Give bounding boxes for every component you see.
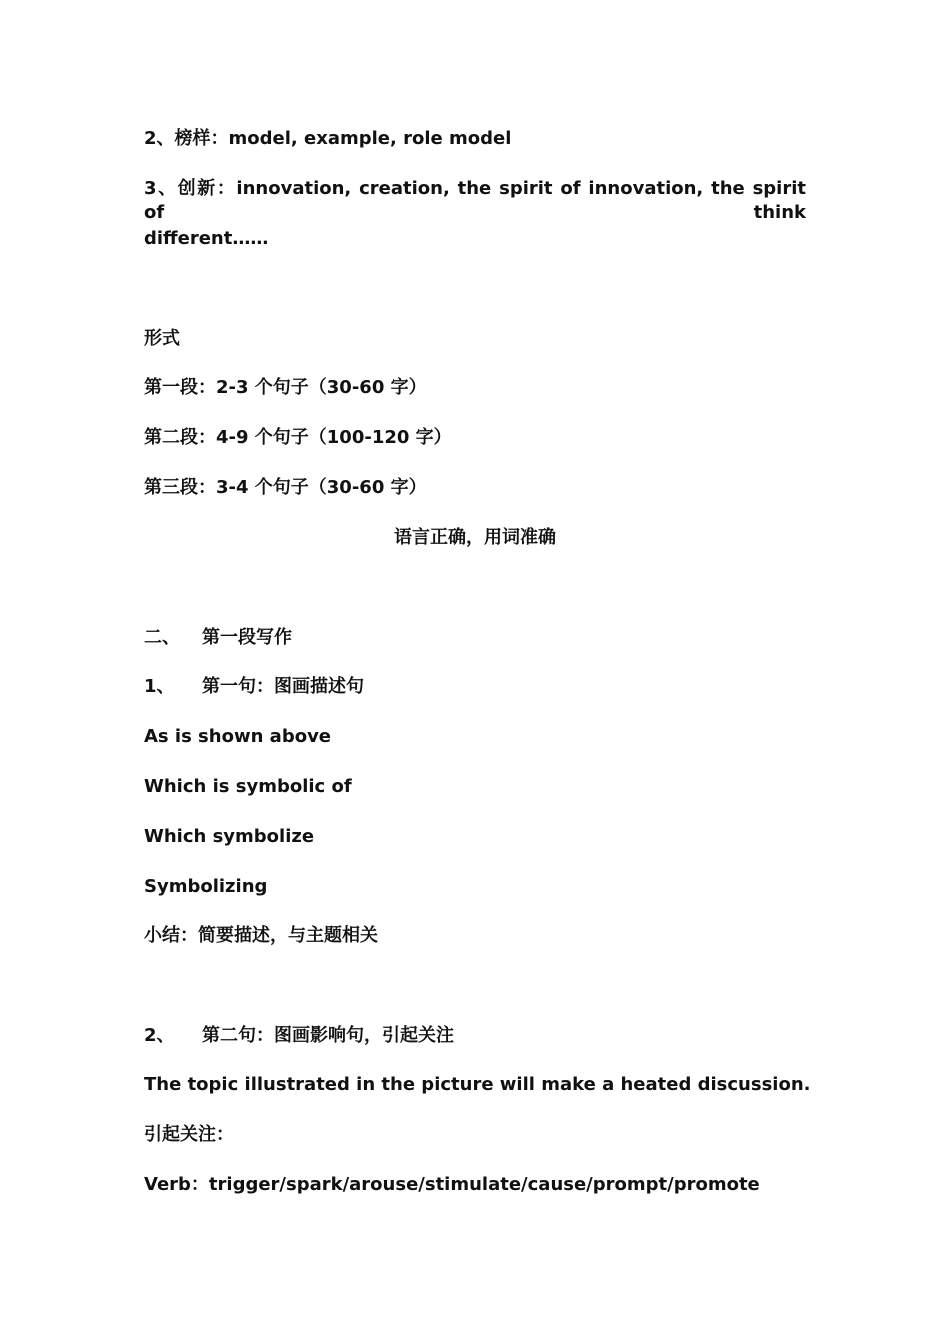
paragraph-one-spec: 第一段：2-3 个句子（30-60 字） (144, 377, 427, 398)
item-innovation-continued: different…… (144, 228, 269, 249)
section-heading-form: 形式 (144, 328, 180, 349)
attention-heading: 引起关注： (144, 1124, 234, 1145)
language-note: 语言正确，用词准确 (394, 527, 556, 548)
summary-note: 小结：简要描述，与主题相关 (144, 925, 378, 946)
phrase-line: Which symbolize (144, 826, 315, 847)
example-sentence: The topic illustrated in the picture will make a heated discussion. (144, 1074, 811, 1095)
subsection-heading-one (144, 675, 364, 699)
phrase-line: As is shown above (144, 726, 332, 747)
paragraph-three-spec: 第三段：3-4 个句子（30-60 字） (144, 477, 427, 498)
subsection-number: 2、 (144, 1025, 175, 1046)
subsection-number: 1、 (144, 676, 175, 697)
subsection-title: 第一句：图画描述句 (202, 676, 364, 697)
paragraph-two-spec: 第二段：4-9 个句子（100-120 字） (144, 427, 452, 448)
verb-list: Verb：trigger/spark/arouse/stimulate/cause/prompt/promote (144, 1174, 760, 1195)
item-role-model: 2、榜样：model, example, role model (144, 128, 512, 149)
phrase-line: Which is symbolic of (144, 776, 352, 797)
item-innovation: 3、创新：innovation, creation, the spirit of innovation, the spirit of think (144, 178, 806, 223)
phrase-line: Symbolizing (144, 876, 268, 897)
section-number: 二、 (144, 627, 180, 648)
subsection-title: 第二句：图画影响句，引起关注 (202, 1025, 454, 1046)
section-title: 第一段写作 (202, 627, 292, 648)
subsection-heading-two (144, 1024, 454, 1048)
section-heading-two (144, 626, 292, 650)
